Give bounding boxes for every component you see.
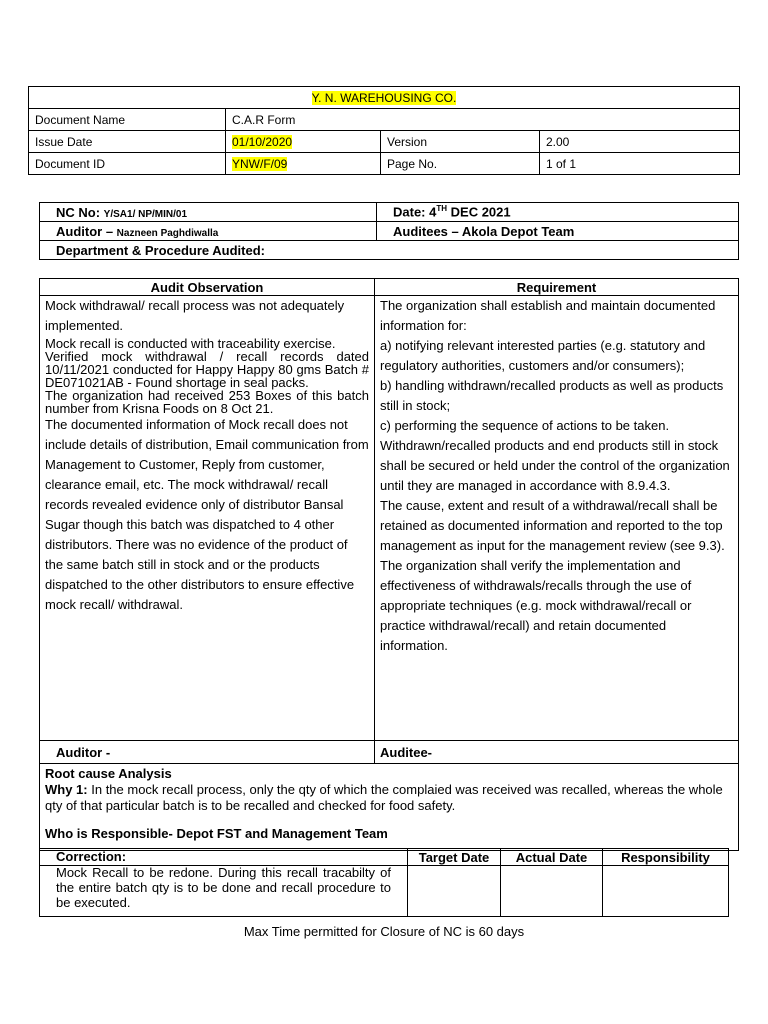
company-cell: [29, 87, 740, 109]
requirement-para: The organization shall verify the implementation and effectiveness of withdrawals/recalls through the use of appropriate techniques (e.g. mock withdrawal/recall or practice withdrawal/recall) and retain documented information.: [380, 558, 692, 653]
correction-text: Mock Recall to be redone. During this recall tracabilty of the entire batch qty is to be done and recall procedure to be executed.: [40, 866, 408, 917]
observation-para: The organization had received 253 Boxes of this batch number from Krisna Foods on 8 Oct 21.: [45, 388, 369, 416]
observation-para: Verified mock withdrawal / recall records dated 10/11/2021 conducted for Happy Happy 80 gms Batch # DE071021AB - Found shortage in seal packs.: [45, 349, 369, 390]
why-label: Why 1:: [45, 782, 88, 797]
issue-date-value: 01/10/2020: [232, 134, 293, 149]
doc-id-label: Document ID: [29, 153, 226, 175]
nc-info-table: [39, 202, 739, 260]
doc-id-cell: [226, 153, 381, 175]
version-value: 2.00: [540, 131, 740, 153]
issue-date-cell: [226, 131, 381, 153]
observation-para: The documented information of Mock recall does not include details of distribution, Email communication from Management to Customer, Reply from customer, clearance email, etc. The mock withdrawal/ recall records revealed evidence only of distributor Bansal Sugar though this batch was dispatched to 4 other distributors. There was no evidence of the product of the same batch still in stock and or the products dispatched to the other distributors to ensure effective mock recall/ withdrawal.: [45, 417, 369, 612]
requirement-para: a) notifying relevant interested parties (e.g. statutory and regulatory authorities, customers and/or consumers);: [380, 338, 706, 373]
auditees: Auditees – Akola Depot Team: [377, 222, 739, 241]
requirement-para: b) handling withdrawn/recalled products as well as products still in stock;: [380, 378, 724, 413]
auditor-cell: [40, 222, 377, 241]
correction-table: [39, 848, 729, 917]
issue-date-label: Issue Date: [29, 131, 226, 153]
actual-date-cell: [501, 866, 603, 917]
doc-id-value: YNW/F/09: [232, 156, 288, 171]
auditor-signature: Auditor -: [40, 741, 375, 764]
document-header-table: [28, 86, 740, 175]
target-date-cell: [408, 866, 501, 917]
requirement-para: The cause, extent and result of a withdrawal/recall shall be retained as documented information and reported to the top management as input for the management review (see 9.3).: [380, 498, 725, 553]
requirement-para: The organization shall establish and maintain documented information for:: [380, 298, 716, 333]
page-no-label: Page No.: [381, 153, 540, 175]
rca-title: Root cause Analysis: [45, 766, 172, 781]
auditee-signature: Auditee-: [375, 741, 739, 764]
observation-para: Mock recall is conducted with traceability exercise.: [45, 336, 336, 351]
responsibility-cell: [603, 866, 729, 917]
closure-note: Max Time permitted for Closure of NC is 60 days: [243, 924, 525, 939]
responsible: Who is Responsible- Depot FST and Management Team: [45, 826, 388, 841]
auditor-name: Nazneen Paghdiwalla: [116, 227, 219, 239]
nc-date-label: Date: 4: [393, 204, 437, 220]
rca-why: [45, 782, 733, 814]
requirement-para: c) performing the sequence of actions to be taken. Withdrawn/recalled products and end products still in stock shall be secured or held under the control of the organization until they are managed in accordance with 8.9.4.3.: [380, 418, 730, 493]
audit-observation-header: Audit Observation: [40, 279, 375, 296]
company-name: Y. N. WAREHOUSING CO.: [311, 90, 457, 105]
nc-number-value: Y/SA1/ NP/MIN/01: [103, 208, 188, 220]
nc-date-rest: DEC 2021: [447, 204, 511, 220]
doc-name-label: Document Name: [29, 109, 226, 131]
requirement-header: Requirement: [375, 279, 739, 296]
target-date-header: Target Date: [408, 849, 501, 866]
responsibility-header: Responsibility: [603, 849, 729, 866]
auditor-label: Auditor –: [56, 223, 117, 239]
actual-date-header: Actual Date: [501, 849, 603, 866]
correction-label: Correction:: [40, 849, 408, 866]
audit-table: [39, 278, 739, 851]
requirement-cell: [375, 296, 739, 741]
doc-name-value: C.A.R Form: [226, 109, 740, 131]
audit-observation-cell: [40, 296, 375, 741]
version-label: Version: [381, 131, 540, 153]
nc-date-cell: [377, 203, 739, 222]
why-text: In the mock recall process, only the qty of which the complaied was received was recalled, whereas the whole qty of that particular batch is to be recalled and checked for food safety.: [45, 782, 723, 813]
root-cause-analysis: [40, 764, 739, 851]
department-audited: Department & Procedure Audited:: [40, 241, 739, 260]
observation-para: Mock withdrawal/ recall process was not adequately implemented.: [45, 298, 345, 333]
nc-date-sup: TH: [436, 204, 448, 214]
nc-number-label: NC No:: [56, 204, 104, 220]
page-no-value: 1 of 1: [540, 153, 740, 175]
nc-number-cell: [40, 203, 377, 222]
